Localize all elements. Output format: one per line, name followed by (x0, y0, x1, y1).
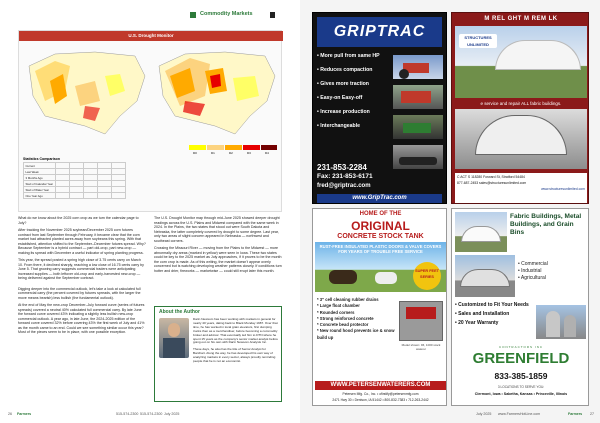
stats-cell: Current (24, 163, 56, 169)
feature-item: * New round hood prevents ice & snow build up (317, 328, 395, 340)
griptrac-fax: Fax: 231-853-6171 (317, 173, 373, 180)
model-caption: Model shown: 9ft, 1000 stock waterer (401, 343, 441, 351)
fabric-building-shape (495, 40, 581, 70)
bullet: • Increase production (317, 109, 370, 115)
griptrac-bullets (317, 53, 389, 163)
drought-map-2025 (155, 46, 279, 141)
footer-web: www.FarmersHotLine.com (498, 412, 541, 416)
feature-item: * Concrete bead protector (317, 322, 369, 328)
article-column-2 (154, 216, 282, 276)
paragraph: This year, the spread posted a spring high close of 3.75 cents carry on March 10. From there, it declined sharply, reaching a low close of 16.75 cents carry by June 5. That growing carry suggests commercial traders were anticipating increased supplies — both leftover old-crop and early-harvested new-crop — being delivered against the September contract. (18, 258, 144, 280)
structures-address: C ACT S 118280 Forward St, Stratford 54484 (457, 175, 525, 179)
legend-label-d2: D2 (229, 151, 233, 155)
author-face (168, 323, 180, 337)
structures-logo: STRUCTURES UNLIMITED (459, 34, 497, 48)
section-title: Commodity Markets (200, 11, 253, 17)
author-box-title: About the Author (159, 309, 200, 315)
feature-item: * Strong reinforced concrete (317, 315, 374, 321)
map-title: U.S. Drought Monitor (19, 31, 283, 41)
legend-label-d1: D1 (211, 151, 215, 155)
greenfield-address-heading: 3 LOCATIONS TO SERVE YOU: (497, 385, 545, 389)
bullet: • Customized to Fit Your Needs (455, 302, 529, 308)
petersen-headline-3: CONCRETE STOCK TANK (337, 233, 424, 240)
greenfield-ad (451, 208, 589, 406)
petersen-address: 2471 Hwy 30 • Denison, IA 51442 • 800-832-7383 • 712-263-2442 (332, 398, 429, 402)
author-bio-paragraph: These days, he also has the title of Senior Analyst for Barchart. Along the way, he has developed his own way of analyzing markets in every sector, always proudly reminding people that he is not an economist. (193, 347, 276, 364)
stats-cell: One Year Ago (24, 193, 56, 199)
use-item: • Commercial (518, 261, 548, 267)
legend-swatch-d1 (207, 145, 224, 150)
footer-brand: Farmers (568, 412, 583, 416)
interior-arch (475, 115, 567, 155)
petersen-web: WWW.PETERSENWATERERS.COM (315, 381, 446, 390)
bullet: • 20 Year Warranty (455, 320, 499, 326)
bullet: • Sales and Installation (455, 311, 510, 317)
petersen-ad (312, 208, 447, 406)
bullet: • Gives more traction (317, 81, 369, 87)
greenfield-heading: Fabric Buildings, Metal Buildings, and Grain Bins (510, 213, 582, 236)
legend-label-d4: D4 (265, 151, 269, 155)
section-block-icon (270, 12, 275, 18)
stats-cell: Start of Calendar Year (25, 181, 54, 186)
stats-row (24, 193, 126, 199)
footer-brand: Farmers (17, 412, 32, 416)
tractor-body (403, 123, 431, 133)
bullet: • Easy-on Easy-off (317, 95, 363, 101)
paragraph: Crossing the Missouri River — moving from the Plains to the Midwest — more abnormally dry areas (marked in yellow) were seen in Iowa. These two states could be key to the 2025 market as July approaches, if it proves to be the month the corn crop is made. As of this writing, the market doesn't appear overly concerned but is watching developing weather patterns closely. If conditions turn hotter and drier, fireworks — marketwise — could still erupt later this month. (154, 246, 282, 273)
greenfield-logo-top: CONTRACTORS INC (498, 345, 544, 349)
structures-tagline: e service and repair ALL fabric buildings. (480, 101, 562, 106)
drought-monitor-figure (18, 30, 282, 212)
fabric-building-photo (455, 26, 587, 98)
header-strip (0, 0, 300, 17)
greenfield-logo: GREENFIELD (472, 350, 570, 367)
stats-cell (111, 193, 125, 199)
greenfield-locations: Clermont, Iowa • Sabetha, Kansas • Princeville, Illinois (474, 392, 568, 396)
bullet: • Interchangeable (317, 123, 361, 129)
legend-swatch-d2 (225, 145, 242, 150)
tank-lid (406, 307, 436, 319)
author-bio (193, 318, 279, 400)
griptrac-web: www.GripTrac.com (317, 194, 442, 203)
petersen-headline-1: HOME OF THE (359, 211, 402, 217)
bullet: • More pull from same HP (317, 53, 380, 59)
author-bio-paragraph: Darin Newsom has been working with markets in general for nearly 40 years, dating back to Black Monday 1987. Over that time, he has worked in local grain elevators, first dumping trucks then as a merchandiser, before becoming a commodity broker and advisor. That eventually led him to DTN where he spent 15 years as the company's senior market analyst before going out on his own with Darin Newsom Analysis Inc. (193, 318, 279, 345)
bullet: • Reduces compaction (317, 67, 373, 73)
footer-phone-2: 515-574-2300 (140, 412, 163, 416)
about-author-box (154, 306, 282, 402)
paragraph: After tracking the November 2025 soybean/December 2025 corn futures contract from last September through February, it became clear that the corn market had attracted planted acres away from soybeans this spring. With that established, attention shifted to the September–December futures spread. Why? Because September is a hybrid contract — part old-crop, part new-crop — making its spread with December a useful indicator of spring planting progress. (18, 228, 146, 255)
author-photo (159, 318, 189, 358)
footer-date: July 2025 (476, 412, 492, 416)
feature-item: * 3" cell cleaning rubber drains (317, 297, 379, 302)
petersen-features (317, 297, 397, 341)
stats-cell: 3 Months Ago (24, 175, 56, 181)
use-item: • Industrial (518, 268, 542, 274)
tractor-photo-4 (393, 145, 443, 169)
feature-item: * Large float chamber (317, 303, 360, 309)
tractor-photo-3 (393, 115, 443, 139)
page-number: 27 (590, 412, 594, 416)
page-number: 26 (8, 412, 12, 416)
stats-title: Statistics Comparison (23, 157, 60, 161)
stats-cell: Last Week (24, 169, 56, 175)
legend-swatch-d3 (243, 145, 260, 150)
structures-phone-email: 877-687-2453 sales@structuresunlimited.com (457, 181, 527, 185)
grain-bin-shape (546, 311, 560, 337)
paragraph: Digging deeper into the commercial outlook, let's take a look at calculated full commercial carry (the percent covered by futures spreads, with the larger the move means bearish) less bullish (the fundamental outlook). (18, 286, 141, 300)
author-suit (163, 338, 185, 358)
greenfield-building-photo-2 (455, 255, 515, 297)
legend-label-d0: D0 (193, 151, 197, 155)
cow-shape-2 (375, 272, 397, 284)
fabric-building-shape-2 (460, 269, 510, 287)
griptrac-phone: 231-853-2284 (317, 163, 367, 172)
building-interior-photo (455, 109, 587, 169)
footer-phone: 515-574-2300 (116, 412, 139, 416)
structures-unlimited-ad (451, 12, 589, 204)
cattle-photo (315, 242, 446, 292)
grain-bin-shape-2 (564, 315, 576, 337)
stats-cell (55, 193, 69, 199)
grain-bin-photo (536, 305, 586, 339)
structures-contact (455, 173, 587, 203)
stats-cell (69, 193, 83, 199)
stats-table (23, 162, 126, 199)
greenfield-phone: 833-385-1859 (494, 371, 548, 381)
legend-swatch-d4 (261, 145, 277, 150)
cow-shape (329, 270, 357, 284)
griptrac-email: fred@griptrac.com (317, 183, 371, 189)
use-item: • Agricultural (518, 275, 546, 281)
tractor-photo-1 (393, 55, 443, 79)
left-footer (8, 412, 292, 420)
griptrac-logo: GRIPTRAC (317, 17, 442, 47)
tractor-wheel (399, 69, 409, 79)
paragraph: What do we know about the 2025 corn crop as we turn the calendar page to July? (18, 216, 139, 225)
fabric-building-shape (461, 226, 501, 242)
structures-web: www.structuresunlimited.com (541, 187, 585, 191)
stats-cell (83, 193, 97, 199)
paragraph: At the end of May the new-crop December–July forward curve (series of futures spreads) covered a neutral 40% calculated full commercial carry. By late June the forward curve covered 43% indicating a slightly less bullish new-crop commercial outlook. A year ago, in late June, the 2024-2025 edition of the forward curve covered 32% before covering 43% the first week of July and 41% as the month came to an end. Could we see something similar occur this year? Most of the pieces seem to be in place, with one possible exception. (18, 303, 145, 334)
petersen-subhead: RUST-FREE INSULATED PLASTIC DOORS & VALVE COVERS FOR YEARS OF TROUBLE FREE SERVICE (319, 244, 442, 254)
section-marker-icon (190, 12, 196, 18)
track-icon (399, 157, 437, 165)
legend-swatch-d0 (189, 145, 206, 150)
paragraph: The U.S. Drought Monitor map through mid-June 2025 showed deeper drought readings across the U.S. Plains and Midwest compared with the same week in 2024. In the Plains, the two states that stood out were South Dakota and Nebraska, the latter completely covered by drought to some degree. Last year, only two areas of slight concern appeared in Nebraska — northwest and southeast corners. (154, 216, 280, 243)
stats-cell (97, 193, 111, 199)
greenfield-uses (518, 261, 588, 282)
drought-map-2024 (25, 46, 149, 141)
stats-cell: Start of Water Year (24, 187, 56, 193)
tractor-body (401, 91, 431, 103)
structures-header: M REL GHT M REM LK (484, 16, 558, 22)
greenfield-building-photo-1 (455, 212, 507, 252)
petersen-company: Petersen Mfg. Co., Inc. • ofirstify@petersenmfg.com (342, 392, 419, 396)
right-footer (306, 412, 596, 420)
tractor-photo-2 (393, 85, 443, 109)
footer-date: July 2025 (164, 412, 180, 416)
feature-item: * Rounded corners (317, 309, 355, 315)
griptrac-ad (312, 12, 447, 204)
petersen-headline-2: ORIGINAL (351, 219, 410, 233)
stats-table-block (23, 157, 143, 199)
legend-label-d3: D3 (247, 151, 251, 155)
super-feet-badge: SUPER FEET SERIES (413, 262, 441, 290)
stock-tank-photo (399, 301, 443, 341)
article-column-1 (18, 216, 146, 401)
map-legend (189, 145, 277, 159)
right-page (300, 0, 600, 423)
